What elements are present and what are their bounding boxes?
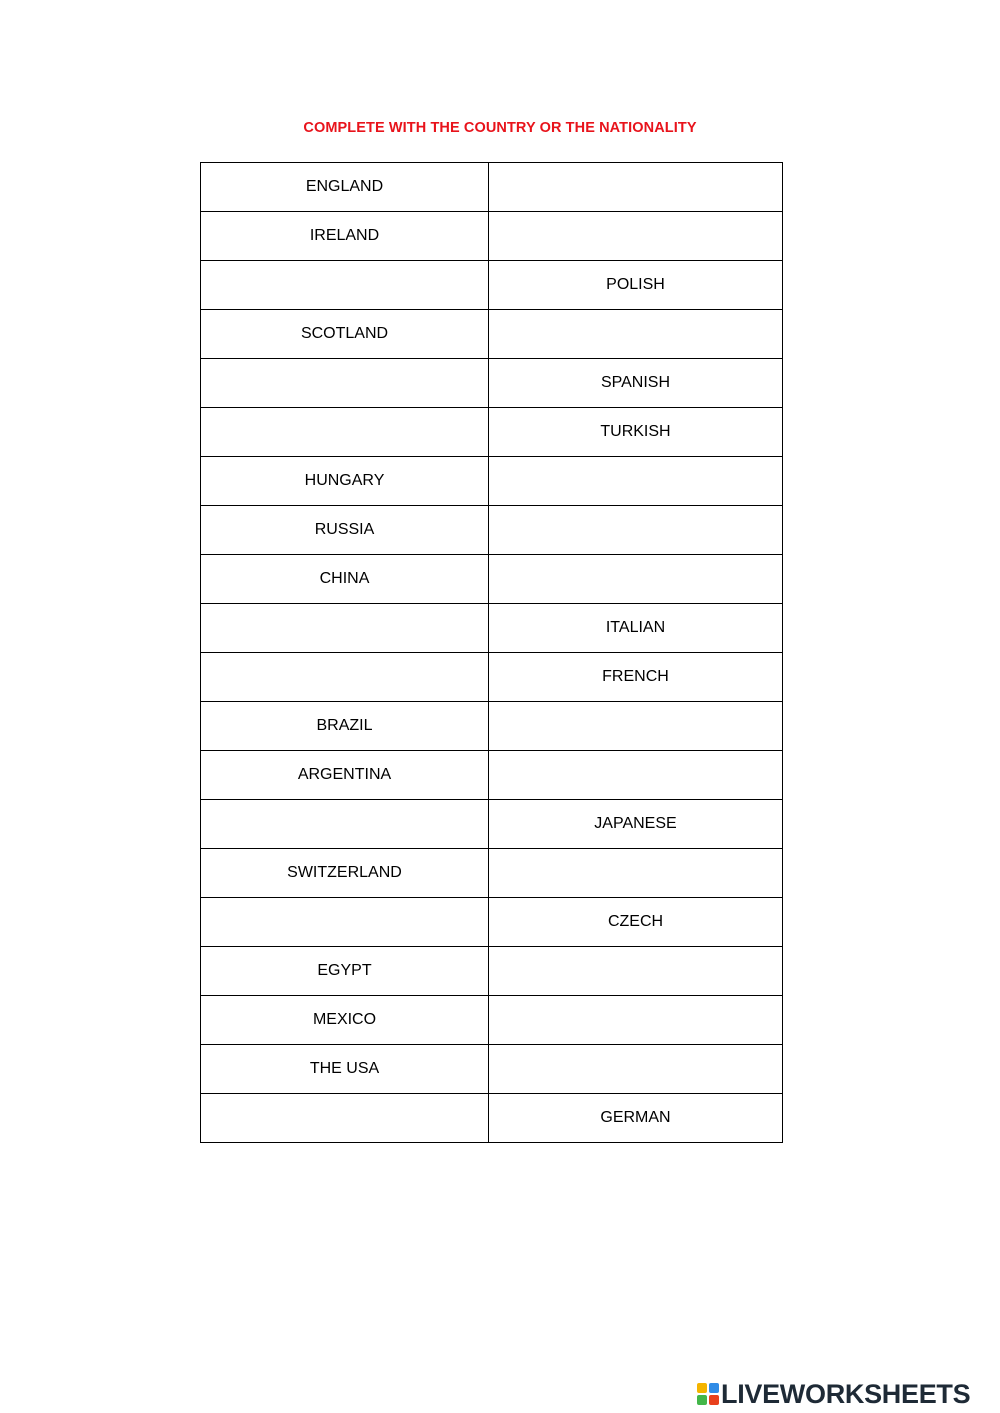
nationality-text: JAPANESE (594, 815, 677, 832)
country-answer-cell[interactable] (201, 653, 489, 702)
nationality-answer-cell[interactable] (489, 212, 783, 261)
table-row (201, 457, 783, 506)
nationality-cell (489, 261, 783, 310)
country-cell (201, 751, 489, 800)
country-text: ARGENTINA (297, 766, 392, 783)
table-row (201, 359, 783, 408)
nationality-cell (489, 604, 783, 653)
country-cell (201, 849, 489, 898)
nationality-answer-cell[interactable] (489, 702, 783, 751)
country-cell (201, 506, 489, 555)
country-text: CHINA (319, 570, 370, 587)
logo-square-4 (709, 1395, 719, 1405)
country-answer-cell[interactable] (201, 261, 489, 310)
table-row (201, 800, 783, 849)
nationality-cell (489, 408, 783, 457)
country-cell (201, 457, 489, 506)
nationality-text: TURKISH (600, 423, 671, 440)
country-text: IRELAND (309, 227, 380, 244)
country-cell (201, 555, 489, 604)
table-row (201, 1094, 783, 1143)
nationality-answer-cell[interactable] (489, 1045, 783, 1094)
country-answer-cell[interactable] (201, 800, 489, 849)
table-row (201, 898, 783, 947)
nationality-answer-cell[interactable] (489, 310, 783, 359)
country-answer-cell[interactable] (201, 898, 489, 947)
table-row (201, 506, 783, 555)
brand-name: LIVEWORKSHEETS (721, 1378, 971, 1409)
country-cell (201, 1045, 489, 1094)
country-text: BRAZIL (316, 717, 373, 734)
country-text: MEXICO (312, 1011, 377, 1028)
nationality-cell (489, 653, 783, 702)
table-row (201, 702, 783, 751)
country-cell (201, 947, 489, 996)
nationality-text: CZECH (607, 913, 664, 930)
country-cell (201, 212, 489, 261)
country-cell (201, 702, 489, 751)
country-nationality-table (200, 162, 783, 1143)
nationality-text: POLISH (606, 276, 665, 293)
logo-square-2 (709, 1383, 719, 1393)
logo-square-1 (697, 1383, 707, 1393)
country-answer-cell[interactable] (201, 1094, 489, 1143)
nationality-cell (489, 898, 783, 947)
nationality-cell (489, 800, 783, 849)
country-cell (201, 163, 489, 212)
table-row (201, 849, 783, 898)
nationality-answer-cell[interactable] (489, 457, 783, 506)
country-text: EGYPT (317, 962, 372, 979)
country-text: SCOTLAND (300, 325, 389, 342)
country-text: THE USA (309, 1060, 380, 1077)
nationality-answer-cell[interactable] (489, 996, 783, 1045)
table-row (201, 212, 783, 261)
nationality-answer-cell[interactable] (489, 751, 783, 800)
nationality-answer-cell[interactable] (489, 506, 783, 555)
country-cell (201, 310, 489, 359)
liveworksheets-logo-icon (697, 1383, 719, 1405)
nationality-text: GERMAN (600, 1109, 671, 1126)
table-row (201, 604, 783, 653)
country-text: SWITZERLAND (287, 864, 402, 881)
table-row (201, 555, 783, 604)
liveworksheets-brand (697, 1377, 970, 1411)
nationality-answer-cell[interactable] (489, 849, 783, 898)
table-row (201, 1045, 783, 1094)
nationality-text: FRENCH (602, 668, 669, 685)
nationality-cell (489, 359, 783, 408)
table-row (201, 653, 783, 702)
nationality-answer-cell[interactable] (489, 947, 783, 996)
nationality-cell (489, 1094, 783, 1143)
country-text: RUSSIA (314, 521, 375, 538)
country-answer-cell[interactable] (201, 604, 489, 653)
table-row (201, 163, 783, 212)
nationality-text: SPANISH (600, 374, 671, 391)
country-text: ENGLAND (305, 178, 384, 195)
table-row (201, 261, 783, 310)
table-row (201, 947, 783, 996)
nationality-text: ITALIAN (605, 619, 666, 636)
country-answer-cell[interactable] (201, 359, 489, 408)
table-row (201, 996, 783, 1045)
table-row (201, 310, 783, 359)
table-row (201, 408, 783, 457)
table-body (201, 163, 783, 1143)
worksheet-title: COMPLETE WITH THE COUNTRY OR THE NATIONALITY (303, 120, 697, 136)
nationality-answer-cell[interactable] (489, 555, 783, 604)
table-row (201, 751, 783, 800)
country-text: HUNGARY (304, 472, 385, 489)
country-cell (201, 996, 489, 1045)
logo-square-3 (697, 1395, 707, 1405)
country-answer-cell[interactable] (201, 408, 489, 457)
nationality-answer-cell[interactable] (489, 163, 783, 212)
